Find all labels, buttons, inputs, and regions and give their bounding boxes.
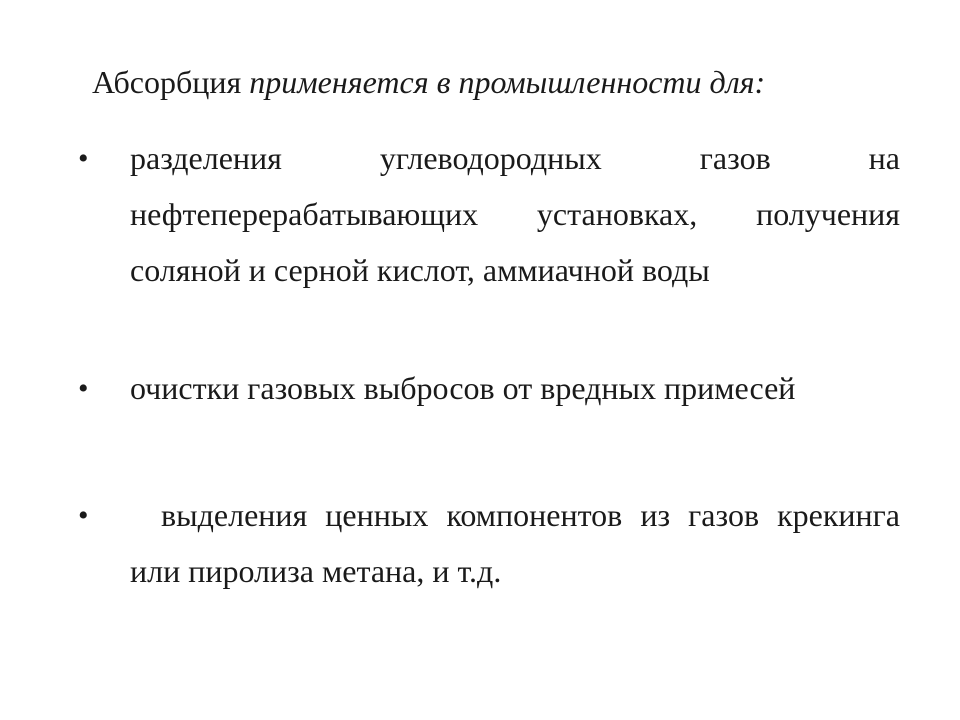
title-prefix: Абсорбция	[92, 64, 242, 100]
bullet-icon: •	[78, 142, 89, 175]
bullet-icon: •	[78, 372, 89, 405]
title-italic: применяется в промышленности для:	[241, 64, 766, 100]
bullet-icon: •	[78, 499, 89, 532]
bullet-text: выделения ценных компонентов из газов крекинга или пиролиза метана, и т.д.	[130, 497, 900, 589]
slide-title	[92, 58, 765, 106]
bullet-text: очистки газовых выбросов от вредных примесей	[130, 370, 796, 406]
bullet-text: разделения углеводородных газов на нефтеперерабатывающих установках, получения соляной и серной кислот, аммиачной воды	[130, 140, 900, 288]
